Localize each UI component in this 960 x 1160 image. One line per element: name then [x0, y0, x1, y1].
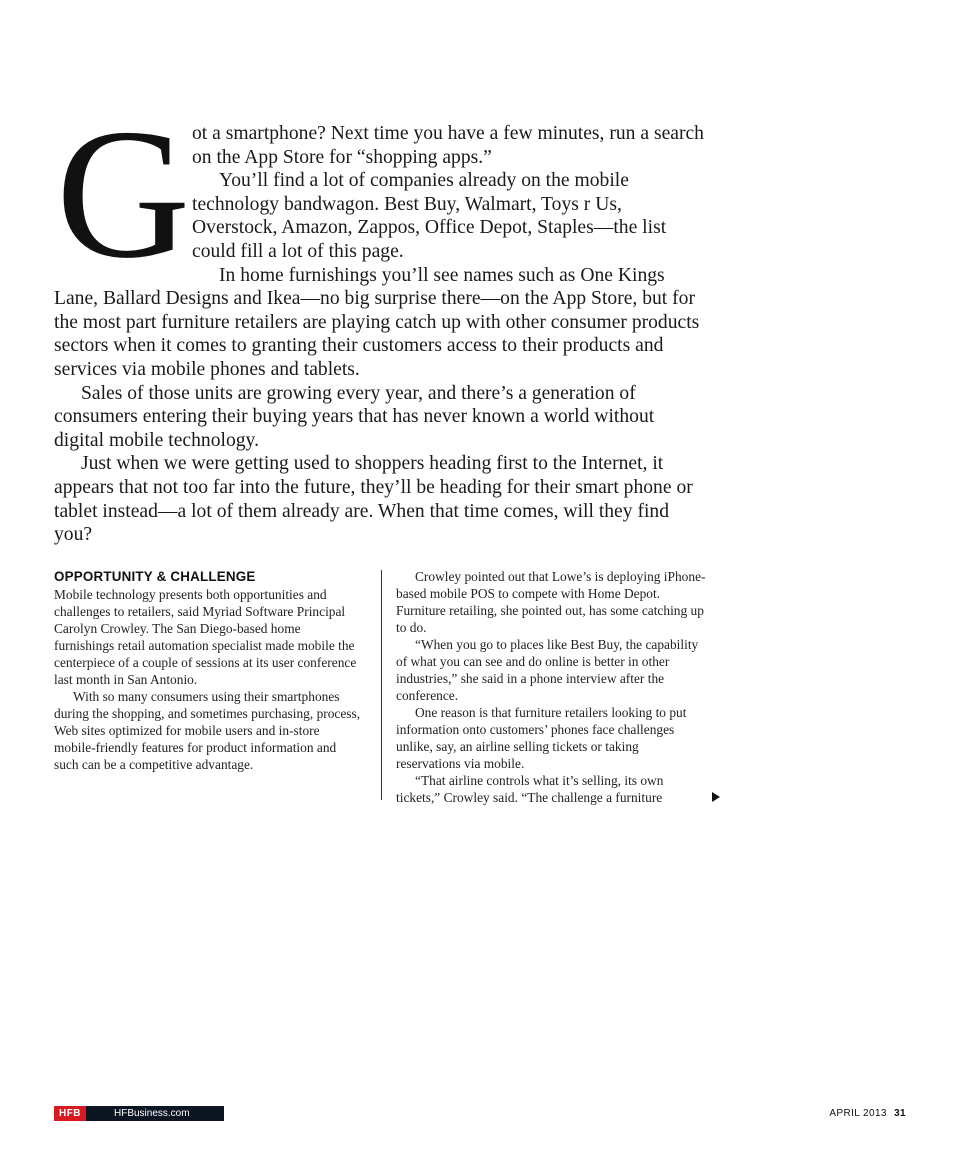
lead-paragraph-3: In home furnishings you’ll see names such as One Kings Lane, Ballard Designs and Ikea—no big surprise there—on the App Store, but for the most part furniture retailers are playing catch up with other consumer products sectors when it comes to granting their customers access to their products and services via mobile phones and tablets. — [54, 264, 700, 380]
lead-paragraph-2: You’ll find a lot of companies already on the mobile technology bandwagon. Best Buy, Walmart, Toys r Us, Overstock, Amazon, Zappos, Office Depot, Staples—the list could fill a lot of this page. — [192, 170, 667, 262]
left-paragraph-1: Mobile technology presents both opportunities and challenges to retailers, said Myriad Software Principal Carolyn Crowley. The San Diego-based home furnishings retail automation specialist made mobile the centerpiece of a couple of sessions at its user conference last month in San Antonio. — [54, 587, 357, 687]
right-paragraph-2: “When you go to places like Best Buy, the capability of what you can see and do online is better in other industries,” she said in a phone interview after the conference. — [396, 637, 699, 703]
right-column — [396, 568, 706, 806]
lead-paragraph-1: ot a smartphone? Next time you have a few minutes, run a search on the App Store for “shopping apps.” — [192, 123, 704, 168]
left-paragraph-2: With so many consumers using their smartphones during the shopping, and sometimes purchasing, process, Web sites optimized for mobile users and in-store mobile-friendly features for product information and such can be a competitive advantage. — [54, 689, 361, 772]
lead-section — [54, 91, 709, 547]
footer-website[interactable]: HFBusiness.com — [86, 1106, 224, 1121]
right-paragraph-4: “That airline controls what it’s selling, its own tickets,” Crowley said. “The challenge a furniture — [396, 773, 664, 805]
column-divider — [381, 570, 382, 800]
right-paragraph-3: One reason is that furniture retailers looking to put information onto customers’ phones face challenges unlike, say, an airline selling tickets or taking reservations via mobile. — [396, 705, 687, 771]
lead-paragraph-4: Sales of those units are growing every year, and there’s a generation of consumers entering their buying years that has never known a world without digital mobile technology. — [54, 382, 655, 451]
footer-bar — [54, 1106, 224, 1121]
right-paragraph-1: Crowley pointed out that Lowe’s is deploying iPhone-based mobile POS to compete with Home Depot. Furniture retailing, she pointed out, has some catching up to do. — [396, 569, 706, 635]
left-column — [54, 568, 364, 773]
footer-issue-info — [829, 1107, 906, 1121]
section-heading: OPPORTUNITY & CHALLENGE — [54, 569, 256, 584]
issue-date: APRIL 2013 — [829, 1108, 887, 1119]
lead-paragraph-5: Just when we were getting used to shoppers heading first to the Internet, it appears that not too far into the future, they’ll be heading for their smart phone or tablet instead—a lot of them already are. When that time comes, will they find you? — [54, 453, 693, 546]
continue-arrow-icon — [712, 792, 720, 802]
drop-cap: G — [56, 91, 191, 297]
page-number: 31 — [894, 1108, 906, 1119]
hfb-logo: HFB — [54, 1106, 86, 1121]
